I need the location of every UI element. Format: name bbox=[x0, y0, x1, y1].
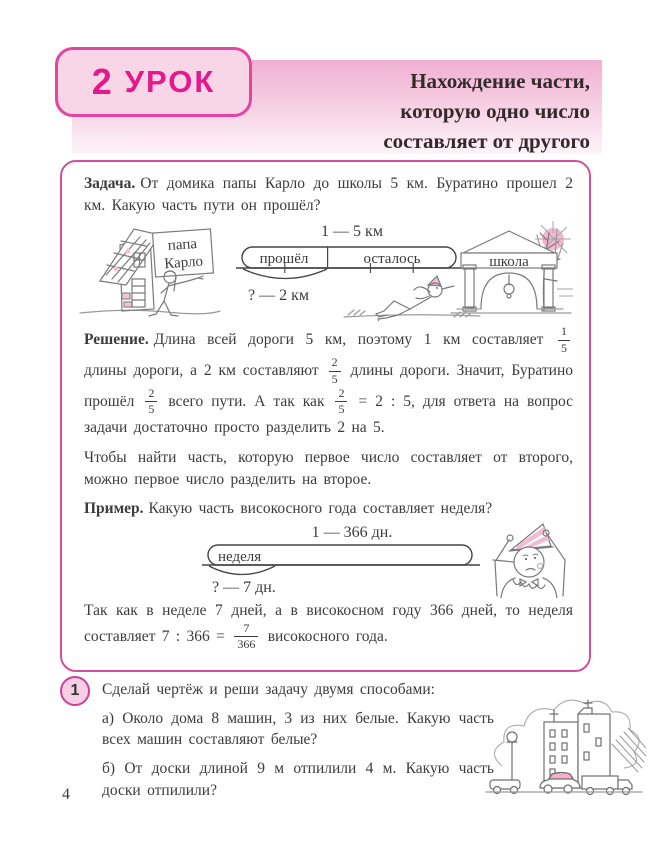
exercise-item-b bbox=[102, 758, 494, 801]
exercise-number: 1 bbox=[70, 682, 80, 699]
solution-paragraph bbox=[84, 325, 573, 438]
conclusion-text-2: високосного года. bbox=[267, 627, 388, 645]
rule-paragraph: Чтобы найти часть, которую первое число составляет от второго, можно первое число разделить на второе. bbox=[84, 448, 573, 488]
diagram2-top-label: 1 — 366 дн. bbox=[311, 523, 393, 541]
title-line-2: которую одно число bbox=[400, 99, 590, 123]
diagram2-row bbox=[84, 524, 573, 598]
item-a-text: Около дома 8 машин, 3 из них белые. Какую часть всех машин составляют белые? bbox=[102, 709, 495, 749]
page-number: 4 bbox=[62, 786, 70, 803]
conclusion-text-1: Так как в неделе 7 дней, а в високосном году 366 дней, то неделя составляет bbox=[84, 601, 573, 645]
theory-box bbox=[60, 160, 591, 672]
task-paragraph bbox=[84, 173, 573, 216]
lesson-word: УРОК bbox=[124, 64, 216, 99]
item-b-text: От доски длиной 9 м отпилили 4 м. Какую часть доски отпилили? bbox=[102, 760, 494, 799]
pinocchio-head-illustration bbox=[483, 522, 575, 598]
title-line-3: составляет от другого bbox=[383, 129, 590, 153]
diagram1-left-segment-label: прошёл bbox=[259, 251, 309, 268]
solution-text-2: длины дороги, а 2 км составляют bbox=[84, 361, 319, 379]
house-sign-line-2: Карло bbox=[163, 254, 204, 273]
diagram1-bottom-label: ? — 2 км bbox=[248, 287, 309, 305]
exercise-number-badge bbox=[60, 676, 90, 706]
fraction-7-366: $\frac{7}{366}$ bbox=[234, 622, 258, 653]
solution-lead: Решение. bbox=[84, 331, 149, 349]
example-lead: Пример. bbox=[84, 500, 144, 518]
lesson-title bbox=[383, 66, 590, 156]
conclusion-paragraph bbox=[84, 600, 573, 652]
example-text: Какую часть високосного года составляет неделя? bbox=[148, 500, 493, 518]
diagram2-left-segment-label: неделя bbox=[218, 548, 262, 565]
house-sign-line-1: папа bbox=[167, 236, 198, 255]
papa-karlo-figure bbox=[149, 271, 203, 316]
item-a-label: а) bbox=[102, 709, 115, 727]
exercise-item-a bbox=[102, 708, 494, 751]
title-line-1: Нахождение части, bbox=[410, 69, 590, 93]
solution-text-4: всего пути. А так как bbox=[168, 392, 325, 410]
fraction-2-5-c: $\frac{2}{5}$ bbox=[335, 387, 347, 418]
segment-diagram-2 bbox=[202, 524, 487, 598]
task-lead: Задача. bbox=[84, 175, 136, 192]
city-buildings-illustration bbox=[484, 688, 646, 808]
solution-text-5: = 2 : 5, для ответа на вопрос задачи достаточно просто разделить 2 на 5. bbox=[84, 392, 574, 437]
solution-text-1: Длина всей дороги 5 км, поэтому 1 км составляет bbox=[153, 331, 544, 349]
lesson-number: 2 bbox=[91, 61, 112, 102]
example-paragraph bbox=[84, 498, 573, 520]
papa-karlo-house-illustration bbox=[76, 219, 224, 321]
task-text: От домика папы Карло до школы 5 км. Буратино прошел 2 км. Какую часть пути он прошёл? bbox=[84, 175, 573, 214]
fraction-1-5: $\frac{1}{5}$ bbox=[558, 325, 570, 356]
lesson-number-box bbox=[55, 47, 252, 117]
fraction-2-5-b: $\frac{2}{5}$ bbox=[145, 387, 157, 418]
diagram1-top-label: 1 — 5 км bbox=[321, 223, 383, 241]
fraction-2-5-a: $\frac{2}{5}$ bbox=[329, 356, 341, 387]
diagram1-right-segment-label: осталось bbox=[363, 251, 421, 268]
item-b-label: б) bbox=[102, 760, 116, 778]
exercise-intro: Сделай чертёж и реши задачу двумя способами: bbox=[102, 681, 435, 698]
conclusion-expression: 7 : 366 = bbox=[161, 627, 225, 645]
diagram1-row bbox=[84, 219, 573, 321]
school-illustration bbox=[441, 219, 579, 321]
school-sign-label: школа bbox=[489, 254, 529, 271]
solution-text-3: длины дороги. Значит, Буратино прошёл bbox=[84, 361, 574, 410]
diagram2-bottom-label: ? — 7 дн. bbox=[212, 578, 276, 596]
